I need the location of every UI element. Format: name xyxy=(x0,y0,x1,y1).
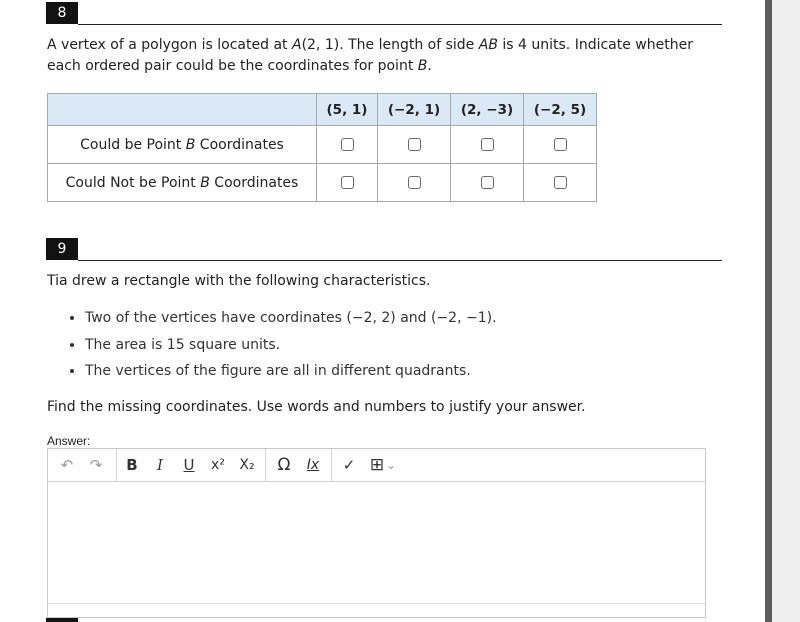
editor-status-bar xyxy=(48,603,705,617)
page-right-border xyxy=(765,0,772,622)
choice-cell xyxy=(451,126,524,164)
checkbox[interactable] xyxy=(554,176,567,189)
question-8-prompt xyxy=(47,35,693,77)
page-right-shadow xyxy=(772,0,800,622)
table-header-row xyxy=(48,94,597,126)
choice-cell xyxy=(378,126,451,164)
prompt-variable: B xyxy=(417,58,428,74)
table-row xyxy=(48,126,597,164)
toolbar-divider xyxy=(265,449,266,481)
checkbox[interactable] xyxy=(341,176,354,189)
prompt-text: (2, 1). The length of side xyxy=(301,37,479,53)
prompt-variable: A xyxy=(291,37,302,53)
column-header: (5, 1) xyxy=(317,94,378,126)
clear-format-icon[interactable]: Ix xyxy=(306,457,320,473)
choice-cell xyxy=(317,126,378,164)
next-question-badge xyxy=(46,618,78,622)
subscript-button[interactable]: X₂ xyxy=(239,457,255,473)
prompt-line-2 xyxy=(47,56,693,77)
match-table xyxy=(47,93,597,202)
math-check-icon[interactable]: ✓ xyxy=(342,456,356,474)
checkbox[interactable] xyxy=(481,138,494,151)
question-9-task: Find the missing coordinates. Use words and numbers to justify your answer. xyxy=(47,399,586,415)
column-header: (−2, 5) xyxy=(524,94,597,126)
redo-icon[interactable]: ↷ xyxy=(89,456,103,474)
chevron-down-icon[interactable]: ⌄ xyxy=(385,458,397,472)
list-item: • The area is 15 square units. xyxy=(85,332,497,359)
prompt-variable: AB xyxy=(478,37,498,53)
table-row xyxy=(48,164,597,202)
checkbox[interactable] xyxy=(408,138,421,151)
question-number-badge: 9 xyxy=(46,238,78,260)
choice-cell xyxy=(451,164,524,202)
checkbox[interactable] xyxy=(554,138,567,151)
row-label: Could Not be Point B Coordinates xyxy=(48,164,317,202)
row-label: Could be Point B Coordinates xyxy=(48,126,317,164)
checkbox[interactable] xyxy=(341,138,354,151)
undo-icon[interactable]: ↶ xyxy=(60,456,74,474)
table-icon[interactable]: ⊞ xyxy=(369,455,385,475)
column-header: (−2, 1) xyxy=(378,94,451,126)
prompt-text: each ordered pair could be the coordinates for point xyxy=(47,58,418,74)
column-header: (2, −3) xyxy=(451,94,524,126)
question-number-badge: 8 xyxy=(46,2,78,24)
prompt-line-1 xyxy=(47,35,693,56)
header-rule xyxy=(78,260,722,261)
characteristics-list xyxy=(55,305,497,385)
choice-cell xyxy=(378,164,451,202)
answer-text-area[interactable] xyxy=(48,482,705,603)
prompt-text: is 4 units. Indicate whether xyxy=(497,37,693,53)
header-rule xyxy=(78,24,722,25)
question-9-intro: Tia drew a rectangle with the following characteristics. xyxy=(47,273,431,289)
editor-toolbar xyxy=(48,449,705,482)
choice-cell xyxy=(524,126,597,164)
toolbar-divider xyxy=(331,449,332,481)
prompt-text: A vertex of a polygon is located at xyxy=(47,37,292,53)
choice-cell xyxy=(317,164,378,202)
italic-button[interactable]: I xyxy=(157,456,163,474)
answer-label: Answer: xyxy=(47,434,91,448)
checkbox[interactable] xyxy=(481,176,494,189)
bold-button[interactable]: B xyxy=(126,456,138,474)
list-item: • The vertices of the figure are all in different quadrants. xyxy=(85,358,497,385)
checkbox[interactable] xyxy=(408,176,421,189)
question-9-header xyxy=(46,238,722,262)
omega-icon[interactable]: Ω xyxy=(277,455,291,475)
choice-cell xyxy=(524,164,597,202)
table-corner-cell xyxy=(48,94,317,126)
underline-button[interactable]: U xyxy=(183,456,195,474)
superscript-button[interactable]: x² xyxy=(211,457,225,473)
answer-editor xyxy=(47,448,706,618)
list-item: • Two of the vertices have coordinates (−2, 2) and (−2, −1). xyxy=(85,305,497,332)
question-8-header xyxy=(46,2,722,26)
toolbar-divider xyxy=(116,449,117,481)
prompt-text: . xyxy=(427,58,432,74)
